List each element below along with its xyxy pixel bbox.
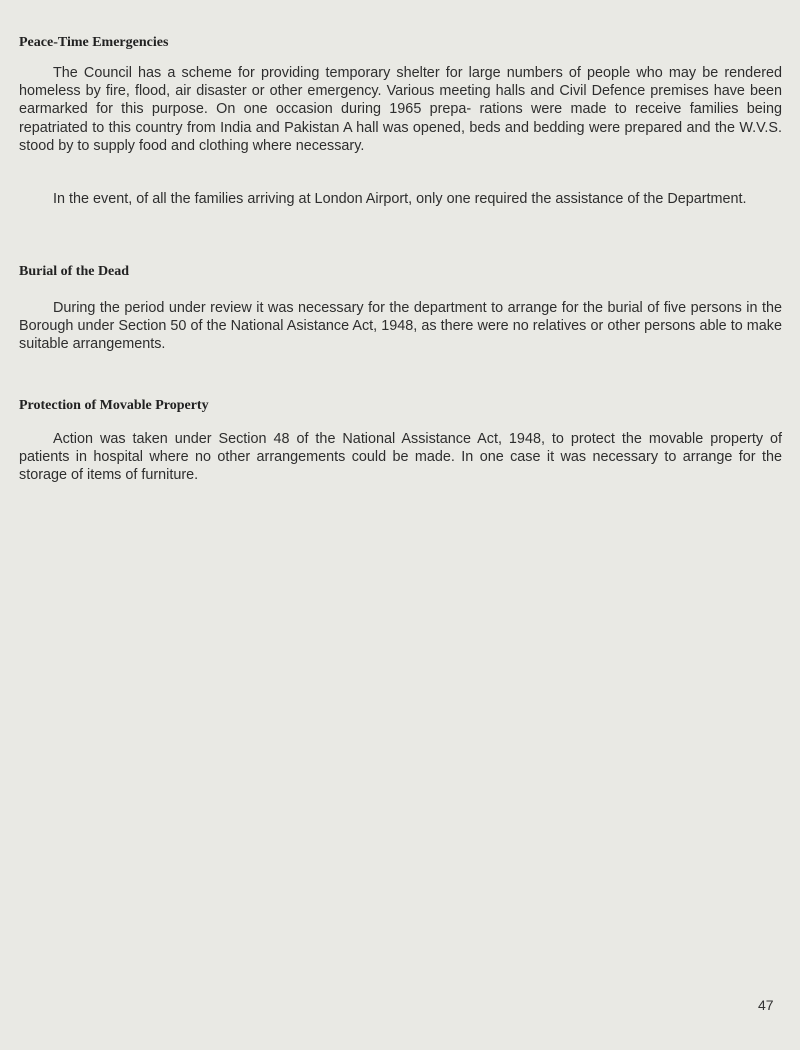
paragraph-movable-property-protection: Action was taken under Section 48 of the National Assistance Act, 1948, to protect the movable property of patients in hospital where no other arrangements could be made. In one case it was necessary to arrange for the storage of items of furniture. xyxy=(19,431,782,484)
paragraph-emergency-shelter-scheme: The Council has a scheme for providing temporary shelter for large numbers of people who may be rendered homeless by fire, flood, air disaster or other emergency. Various meeting halls and Civil Defence premises have been earmarked for this purpose. On one occasion during 1965 prepa- rations were made to receive families being repatriated to this country from India and Pakistan A hall was opened, beds and bedding were prepared and the W.V.S. stood by to supply food and clothing where necessary. xyxy=(19,65,782,154)
section-heading-burial-of-the-dead: Burial of the Dead xyxy=(19,264,130,279)
page-number: 47 xyxy=(758,997,774,1013)
section-heading-peace-time-emergencies: Peace-Time Emergencies xyxy=(19,35,169,50)
paragraph-london-airport-event: In the event, of all the families arriving at London Airport, only one required the assistance of the Department. xyxy=(53,191,747,207)
paragraph-burial-arrangements: During the period under review it was necessary for the department to arrange for the burial of five persons in the Borough under Section 50 of the National Asistance Act, 1948, as there were no relatives or other persons able to make suitable arrangements. xyxy=(19,300,782,353)
section-heading-protection-of-movable-property: Protection of Movable Property xyxy=(19,398,209,413)
